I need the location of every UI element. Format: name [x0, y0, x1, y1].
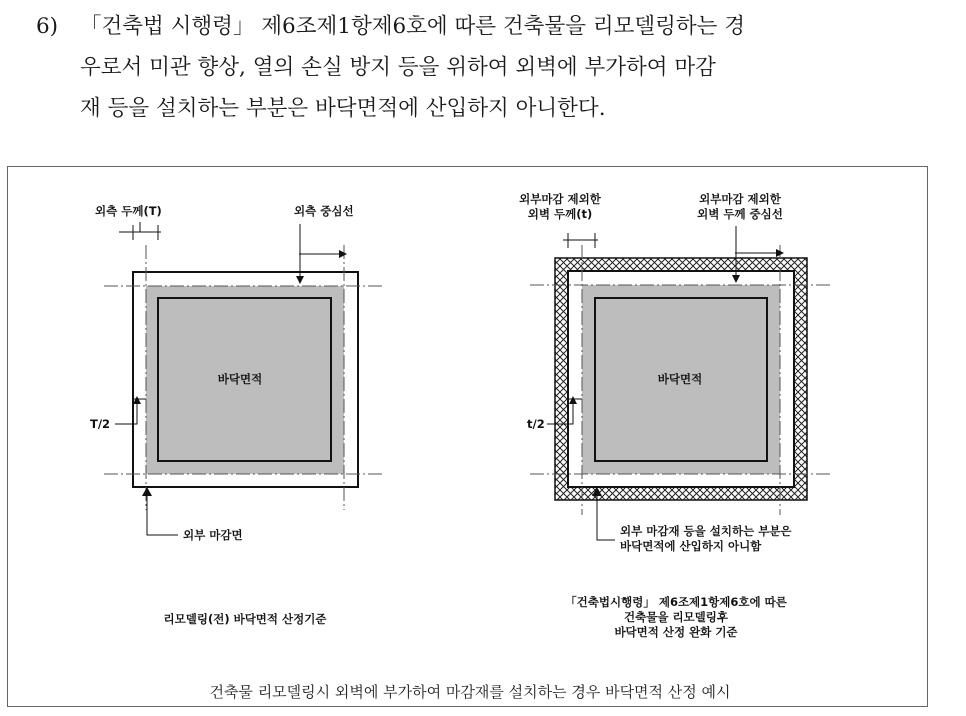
- right-centerline-label-1: 외부마감 제외한: [699, 192, 781, 206]
- paragraph-number: 6): [36, 14, 59, 39]
- left-finish-label: 외부 마감면: [183, 528, 243, 542]
- right-half-label: t/2: [527, 417, 545, 431]
- right-caption-2: 건축물을 리모델링후: [624, 610, 728, 624]
- left-diagram: [90, 204, 385, 626]
- paragraph-line-2: 우로서 미관 향상, 열의 손실 방지 등을 위하여 외벽에 부가하여 마감: [80, 55, 716, 80]
- right-caption-1: 「건축법시행령」 제6조제1항제6호에 따른: [565, 595, 787, 609]
- right-area-label: 바닥면적: [657, 372, 703, 386]
- left-thickness-label: 외측 두께(T): [95, 204, 162, 218]
- right-note-2: 바닥면적에 산입하지 아니함: [620, 539, 762, 553]
- left-area-label: 바닥면적: [217, 372, 263, 386]
- right-note-1: 외부 마감재 등을 설치하는 부분은: [620, 524, 792, 538]
- right-diagram: [519, 192, 832, 639]
- left-centerline-label: 외측 중심선: [294, 204, 354, 218]
- right-thickness-label-1: 외부마감 제외한: [519, 192, 601, 206]
- right-caption-3: 바닥면적 산정 완화 기준: [614, 625, 738, 639]
- figure-bottom-caption: 건축물 리모델링시 외벽에 부가하여 마감재를 설치하는 경우 바닥면적 산정 예시: [209, 683, 731, 701]
- paragraph-line-1: 「건축법 시행령」 제6조제1항제6호에 따른 건축물을 리모델링하는 경: [80, 14, 746, 39]
- paragraph-line-3: 재 등을 설치하는 부분은 바닥면적에 산입하지 아니한다.: [80, 96, 606, 121]
- right-centerline-label-2: 외벽 두께 중심선: [697, 207, 783, 221]
- left-caption: 리모델링(전) 바닥면적 산정기준: [163, 612, 327, 626]
- right-thickness-label-2: 외벽 두께(t): [527, 207, 593, 221]
- left-half-label: T/2: [90, 417, 111, 431]
